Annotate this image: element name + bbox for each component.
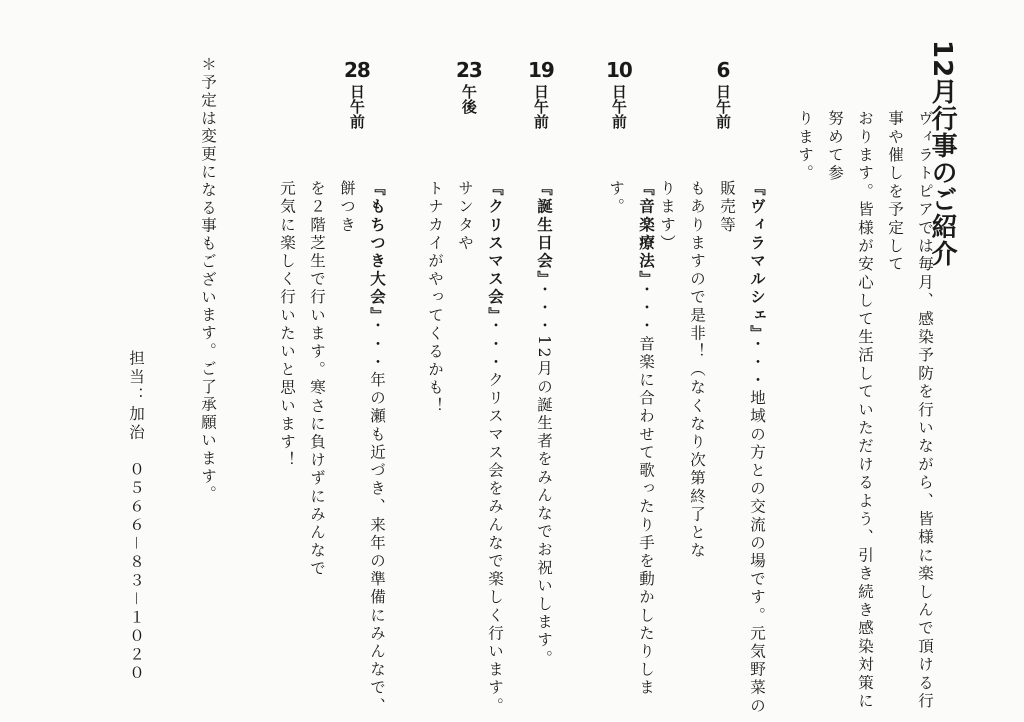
event-christmas [420,180,510,722]
event-marche [652,180,772,722]
event-date-6 [714,58,732,129]
event-date-19 [528,58,554,129]
event-day: 28 [344,58,370,82]
event-day: 10 [606,58,632,82]
event-time: 日午前 [609,84,628,129]
event-description: ・・・クリスマス会をみんなで楽しく行います。サンタや トナカイがやってくるかも！ [426,180,504,716]
page-title: 12月行事のご紹介 [927,40,958,268]
event-music-therapy [601,180,661,722]
event-name: 『誕生日会』 [535,180,554,281]
event-time: 午後 [459,84,478,114]
event-name: 『もちつき大会』 [368,180,387,318]
event-birthday [529,180,559,668]
event-description: ・・・12月の誕生者をみんなでお祝いします。 [535,280,553,668]
event-day: 19 [528,58,554,82]
event-description: ・・・音楽に合わせて歌ったり手を動かしたりします。 [607,180,655,698]
event-date-28 [344,58,370,129]
event-time: 日午前 [714,84,732,129]
event-name: 『ヴィラマルシェ』 [748,180,767,336]
event-day: 6 [716,58,730,82]
event-mochitsuki [272,180,392,722]
event-date-23 [456,58,482,114]
event-name: 『クリスマス会』 [486,180,505,318]
event-date-10 [606,58,632,129]
event-description: ・・・地域の方との交流の場です。元気野菜の販売等 もありますので是非！（なくなり次第終了とな ります） [658,180,766,716]
event-name: 『音楽療法』 [637,180,656,281]
contact-info: 担当：加治 ０５６６－８３－１０２０ [127,350,145,684]
event-day: 23 [456,58,482,82]
schedule-change-note: ＊予定は変更になる事もございます。ご了承願います。 [199,56,217,504]
event-description: ・・・年の瀬も近づき、来年の準備にみんなで、餅つき を２階芝生で行います。寒さに負けずにみんなで 元気に楽しく行いたいと思います！ [278,180,386,716]
intro-paragraph: ヴィラトピアでは毎月、感染予防を行いながら、皆様に楽しんで頂ける行事や催しを予定して おります。皆様が安心して生活していただけるよう、引き続き感染対策に努めて参 ります。 [796,110,934,711]
event-time: 日午前 [347,84,366,129]
event-time: 日午前 [531,84,550,129]
